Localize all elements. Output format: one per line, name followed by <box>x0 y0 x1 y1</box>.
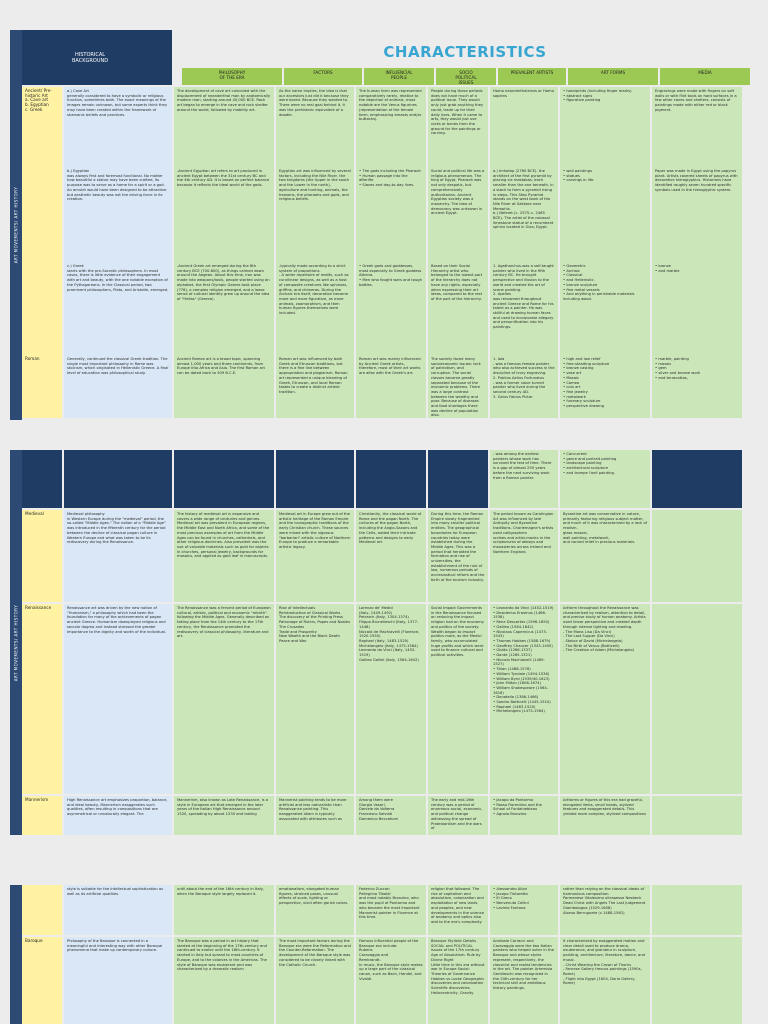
background-cell: Renaissance art was driven by the new notion of "Humanism," a philosophy which had been the foundation for many of the achievements of pagan ancient Greece. Humanism downplayed religious and secular dogma and instead stressed the greater importance to the dignity and worth of the individual. <box>64 604 172 794</box>
people-cell: • Greek gods and goddesses, most especially to Greek goddess Athena. • Men who fought wars and tough battles. <box>356 262 426 355</box>
philosophy-cell: The Renaissance was a fervent period of European cultural, artistic, political and economic "rebirth" following the Middle Ages. Generally described as taking place from the 14th century to the 17th century, the Renaissance promoted the rediscovery of classical philosophy, literature and art. <box>174 604 274 794</box>
artists-cell: The period known as Carolingian Art was influenced by late Antiquity and Byzantine traditions. Charlemagne's artists used calligraphers scribes and artist-monks in the scriptoriums of abbeys and monasteries across Ireland and Northern England. <box>490 510 558 602</box>
issues-cell: The early and mid-16th century was a period of enormous social, economic, and political change witnessing the spread of Protestantism and the wars of <box>428 796 488 835</box>
art-forms-cell: rather than relying on the classical ideals of harmonious composition. Parmenese Vitalesimo ultrapesse Nesbeck Dead Christ with Angels The Last Judgement Giambologna (1529-1608) Alonso Berruguete (c.1488-1561) <box>560 885 650 935</box>
artists-cell: 1. Agatharchus-was a self-taught painter who lived in the fifth century BC. He brought perspective and illusion to the world and created the art of scene painting. 2. Apelles was renowned throughout ancient Greece and Rome for his talent as a painter. He was skillful at drawing human faces and used to incorporate allegory and personification into his paintings. <box>490 262 558 355</box>
col-header-media: MEDIA <box>660 68 750 85</box>
historical-background-header <box>22 30 172 85</box>
column-headers <box>182 68 758 85</box>
period-cell <box>22 262 62 355</box>
col-header-philosophy: PHILOSOPHY OF THE ERA <box>182 68 282 85</box>
people-cell <box>356 450 426 508</box>
artists-cell: 1. Iaia - was a famous female painter who also achieved success in the discipline of ivory engraving. 2. Publius Aelius Fortunatus - was a former slave turned painter who lived during the second century AD. 3. Gaius Fabius Pictor <box>490 355 558 418</box>
art-forms-cell: Artform throughout the Renaissance was characterized by realism, attention to detail, and precise study of human anatomy. Artists used linear perspective and created depth through intense lighting and shading. - The Mona Lisa (Da Vinci) - The Last Supper (Da Vinci) - Statue of David (Michelangelo) - The Birth of Venus (Botticelli) - The Creation of Adam (Michelangelo) <box>560 604 650 794</box>
side-label: ART MOVEMENTS/ ART HISTORY <box>13 604 19 681</box>
table-row <box>22 262 758 355</box>
table-block-1 <box>22 87 758 418</box>
art-forms-cell: • handprints (including finger marks) • abstract signs • figurative painting <box>560 87 650 167</box>
issues-cell: Social Impact Governments in the Renaissance focused on reducing the impact religion had on the economy and politics of the society. Wealth began to impact politics more, as the Medici family, who accumulated huge profits and which were used to finance cultural and political activities. <box>428 604 488 794</box>
media-cell <box>652 604 742 794</box>
philosophy-cell: Ancient Roman art is a broad topic, spanning almost 1,000 years and three continents, from Europe into Africa and Asia. The first Roman art can be dated back to 509 B.C.E. <box>174 355 274 418</box>
background-cell: Generally, continued the classical Greek tradition. The single most important philosophy in Rome was stoicism, which originated in Hellenistic Greece. A final level of education was philosophical study. <box>64 355 172 418</box>
people-cell: Christianity, the classical world of Rome and the pagan North. The cultures of the pagan North, including the Anglo-Saxons and the Celts, added their intricate patterns and designs to early Medieval art. <box>356 510 426 602</box>
background-cell: High Renaissance art emphasizes proportion, balance, and ideal beauty, Mannerism exaggerates such qualities, often resulting in compositions that are asymmetrical or unnaturally elegant. The <box>64 796 172 835</box>
media-cell <box>652 885 742 935</box>
table-row <box>22 510 758 602</box>
artists-cell: • Leonardo da Vinci (1452-1519) • Desiderius Erasmus (1466-1536) • Rene Descartes (1596-1650) • Galileo (1564-1642) • Nicolaus Copernicus (1473-1543) • Thomas Hobbes (1588-1679) • Geoffrey Chaucer (1343-1400) • Giotto (1266-1337) • Dante (1265-1321) • Niccolo Machiavelli (1469-1527) • Titian (1488-1576) • William Tyndale (1494-1536) • William Byrd (1539/40-1623) • John Milton (1608-1674) • William Shakespeare (1564-1616) • Donatello (1386-1466) • Sandro Botticelli (1445-1510) • Raphael (1483-1520) • Michelangelo (1475-1564) <box>490 604 558 794</box>
table-row <box>22 355 758 418</box>
col-header-issues: SOCIO POLITICAL ISSUES <box>436 68 496 85</box>
col-header-artists: PREVALENT ARTISTS <box>498 68 566 85</box>
issues-cell: During this time, the Roman Empire slowly fragmented into many smaller political entities. The geographical boundaries for European countries today were established during the Middle Ages. This was a period that heralded the formation and rise of universities, the establishment of the rule of law, numerous periods of ecclesiastical reform and the birth of the tourism industry. <box>428 510 488 602</box>
media-cell: Paper was made in Egypt using the papyrus plant. Artists covered sheets of papyrus with decorative hieroglyphics. Historians have identified roughly seven hundred specific symbols used in the hieroglyphic system. <box>652 167 742 262</box>
philosophy-cell: -Ancient Greek art emerged during the 8th century BCE (700-800), as things calmed down around the Aegean. About this time, iron was made into weapons/tools, people started using an alphabet, the first Olympic Games took place (776), a complex religion emerged, and a loose sense of cultural identity grew up around the idea of "Hellas" (Greece). <box>174 262 274 355</box>
media-cell: Engravings were made with fingers on soft walls or with flint tools on hard surfaces in a few other caves and shelters. consists of paintings made with either red or black pigment. <box>652 87 742 167</box>
issues-cell <box>428 450 488 508</box>
table-row <box>22 604 758 794</box>
people-cell: Lorenzo de' Medici (Italy, 1449-1492) Petrarch (Italy, 1304-1374) Filippo Brunelleschi (Italy, 1377-1446) Niccolò de Machiavelli (Florence, 1520-1550) Raphael (Italy, 1483-1520) Michelangelo (Italy, 1475-1564) Leonardo da Vinci (Italy, 1452-1519) Galileo Galilei (Italy, 1564-1642) <box>356 604 426 794</box>
side-label-strip <box>10 450 22 835</box>
people-cell: Roman art was mainly influenced by Ancient Greek artists, therefore, most of their art works are alike with the Greek's art. <box>356 355 426 418</box>
period-cell: Baroque <box>22 937 62 1024</box>
philosophy-cell: The Baroque was a period in art history that started at the beginning of the 17th-century and continued to evolve until the 18th-century. It started in Italy but spread to most countries of Europe, and to the colonies in the Americas. The style of Baroque was exuberant and was characterized by a dramatic realism <box>174 937 274 1024</box>
chart-page-3 <box>10 885 758 1024</box>
period-cell: Mannerism <box>22 796 62 835</box>
period-cell: Ancient/ Pre-historic Art a. Cave art b. Egyptian c. Greek <box>22 87 62 167</box>
chart-page-1 <box>10 30 758 420</box>
table-row <box>22 796 758 835</box>
people-cell: Famous influential people of the Baroque era include: Rubens Caravaggio and Rembrandt. In music, the Baroque style makes up a large part of the classical canon, such as Bach, Handel, and Vivaldi. <box>356 937 426 1024</box>
art-forms-cell: Artforms or figures of this era had graceful, elongated limbs, small heads, stylized features and exaggerated details. This yielded more complex, stylized compositions <box>560 796 650 835</box>
media-cell <box>652 510 742 602</box>
media-cell: • marble, painting • mosaic • gem • silver and bronze work • and terracottas, <box>652 355 742 418</box>
chart-page-2 <box>10 450 758 835</box>
art-forms-cell: • wall paintings • statues • carvings in life. <box>560 167 650 262</box>
background-cell: Philosophy of the Baroque is connected in a meaningful and interesting way with other Baroque phenomena that make up contemporary culture. <box>64 937 172 1024</box>
col-header-factors: FACTORS <box>284 68 362 85</box>
factors-cell: As the name implies, the idea is that our ancestors just did it because they were bored. Because they wanted to. There were no real goal behind it, it was the prehistoric equivalent of a doodle. <box>276 87 354 167</box>
page-title: CHARACTERISTICS <box>383 43 547 61</box>
issues-cell: Social and political life was a religious phenomenon. The king of Egypt, Pharaoh was not only despotic, but comprehensively authoritarian. Ancient Egyptian society was a monarchy. The idea of democracy was unknown in ancient Egypt. <box>428 167 488 262</box>
issues-cell: Baroque Stylistic Details SOCIAL and POLITICAL issues of the 17th century Age of Absolutism: Rule by Divine Right Little time in this era without war in Europe Social: Theories of Governance Hobbes vs Locke Geographic discoveries and colonization Scientific discoveries Heliocentricity, Gravity <box>428 937 488 1024</box>
background-cell: b.) Egyptian was always first and foremost functional. No matter how beautiful a statue may have been crafted, its purpose was to serve as a home for a spirit or a god. An amulet would have been designed to be attractive but aesthetic beauty was not the driving force in its creation. <box>64 167 172 262</box>
period-cell <box>22 167 62 262</box>
side-label-strip <box>10 885 22 1024</box>
table-block-2 <box>22 450 758 835</box>
issues-cell: Based on their Social Hierarchy artist who belonged to the lowest part of the hierarchy does not have any rights, especially when expressing their art ideas, compared to the rest of the part of the hierarchy. <box>428 262 488 355</box>
period-cell: Medieval <box>22 510 62 602</box>
people-cell: Federico Zuccari Pellegrino Tibaldi and most notably Bronzino, who was the pupil of Pontormo and who became the most important Mannerist painter in Florence at this time. <box>356 885 426 935</box>
artists-cell: a.) Imhotep (2780 BCE)- the architect of the first pyramid by placing six mastabas, each smaller than the one beneath, in a stack to form a pyramid rising in steps. This Step Pyramid stands on the west bank of the Nile River at Sakkara near Memphis. b.) Neferet (c. 2575–c. 2465 BCE)- The artist of the colossal limestone statue of a recumbent sphinx located in Giza, Egypt. <box>490 167 558 262</box>
table-row <box>22 450 758 508</box>
table-row <box>22 885 758 935</box>
media-cell: • bronze • and marble <box>652 262 742 355</box>
issues-cell: The society faced many socioeconomic issues: lack of patriotism, and corruption. The social classes became greatly separated because of the economic problems. There was a large contrast between the wealthy and poor. Because of diseases and food shortages there was decline of population also. <box>428 355 488 418</box>
corner-label: HISTORICAL BACKGROUND <box>72 52 109 64</box>
table-row <box>22 937 758 1024</box>
people-cell: • The gods including the Pharaoh • Human passage into the afterlife • Slaves and day-to-day lives. <box>356 167 426 262</box>
period-cell: Renaissance <box>22 604 62 794</box>
philosophy-cell: -Ancient Egyptian art refers to art produced in ancient Egypt between the 31st century BC and the 4th century AD. It is based on perfect balance because it reflects the ideal world of the gods. <box>174 167 274 262</box>
philosophy-cell: Mannerism, also known as Late Renaissance, is a style in European art that emerged in the later years of the Italian High Renaissance around 1520, spreading by about 1530 and lasting <box>174 796 274 835</box>
col-header-people: INFLUENCIAL PEOPLE <box>364 68 434 85</box>
art-forms-cell: Byzantine art was conservative in nature, primarily featuring religious subject matter, and much of it was characterized by a lack of realism. glass mosaic, wall painting, metalwork, and carved relief in precious materials. <box>560 510 650 602</box>
artists-cell: Annibale Carracci and Caravaggio were the two Italian painters who helped usher in the Baroque and whose styles represent, respectively, the classicist and realist tendencies in the art. The painter Artemisia Gentileschi was recognized in the 20th-century for her technical skill and ambitious history paintings. <box>490 937 558 1024</box>
people-cell: The human form was represented comparatively rarely, relative to the depiction of animals, most notable are the Venus figurines (representation of the female form, emphasizing breasts and/or buttocks). <box>356 87 426 167</box>
art-forms-cell: • Geometric • Archaic • Classical • and Hellenistic. • bronze sculpture • fine metal vessels • And anything in perishable materials including wood. <box>560 262 650 355</box>
philosophy-cell: The history of medieval art is expansive and covers a wide range of centuries and genres. Medieval art was prevalent in European regions, the Middle East and North Africa, and some of the most precious examples of art from the Middle Ages can be found in churches, cathedrals, and other religious doctrines. Also prevalent was the use of valuable materials such as gold for objects in churches, personal jewelry, backgrounds for mosaics, and applied as gold leaf in manuscripts. <box>174 510 274 602</box>
background-cell: c.) Greek starts with the pre-Socratic philosophers. In most cases, there is little evidence of their engagement with art and beauty, with the one notable exception of the Pythagoreans. In the Classical period, two prominent philosophers, Plato, and Aristotle, emerged. <box>64 262 172 355</box>
background-cell: Medieval philosophy in Western Europe during the "medieval" period, the so-called "Middle Ages." The notion of a "Middle Age" was introduced in the fifteenth century for the period between the decline of classical pagan culture in Western Europe and what was taken to be its rediscovery during the Renaissance. <box>64 510 172 602</box>
artists-cell: - was among the earliest painters whose work has survived the test of time. There is a gap of almost 250 years before the next surviving work from a Roman painter. <box>490 450 558 508</box>
period-cell <box>22 885 62 935</box>
background-cell: style is suitable for the intellectual sophistication as well as its artificial qualities. <box>64 885 172 935</box>
background-cell: a.) Cave Art generally considered to have a symbolic or religious function, sometimes both. The exact meanings of the images remain unknown, but some experts think they may have been created within the framework of shamanic beliefs and practices. <box>64 87 172 167</box>
factors-cell: The most important factors during the Baroque era were the Reformation and the Counter-Reformation. The development of the Baroque style was considered to be closely linked with the Catholic Church. <box>276 937 354 1024</box>
artists-cell: • Jacopo da Pontormo • Rosso Fiorentino and the School of Fontainebleau • Agnolo Bronzino <box>490 796 558 835</box>
philosophy-cell: The development of cave art coincided with the displacement of neanderthal man by anatomically modern man, starting around 40,000 BCE. Rock art began to emerge in the cave and rock shelter around the world, followed by mobility art. <box>174 87 274 167</box>
art-forms-cell: It characterized by exaggerated motion and clear detail used to produce drama, exuberance, and grandeur in sculpture, painting, architecture, literature, dance, and music. - Christ Wearing the Crown of Thorns - Farnese Gallery frescos paintings (1590s, Rome) - Flight into Egypt (1604, Doria Gallery, Rome) <box>560 937 650 1024</box>
factors-cell: Roman art was influenced by both Greek and Etruscan traditions, but there is a fine line between appropriation and plagiarism. Roman art represented a unique blending of Greek, Etruscan, and local Roman tastes to create a distinct artistic tradition. <box>276 355 354 418</box>
media-cell <box>652 796 742 835</box>
side-label-strip <box>10 30 22 420</box>
factors-cell: Medieval art in Europe grew out of the artistic heritage of the Roman Empire and the iconographic traditions of the early Christian church. These sources were mixed with the vigorous "barbarian" artistic culture of Northern Europe to produce a remarkable artistic legacy. <box>276 510 354 602</box>
col-header-art-forms: ART FORMS <box>568 68 658 85</box>
background-cell <box>64 450 172 508</box>
media-cell <box>652 937 742 1024</box>
issues-cell: religion that followed. The rise of capitalism and absolutism, colonization and exploitation of new lands and peoples, and new developments in the science of anatomy and optics also add to the era's complexity. <box>428 885 488 935</box>
factors-cell: emotionalism, elongated human figures, strained poses, unusual effects of scale, lighting or perspective, vivid often garish colors. <box>276 885 354 935</box>
media-cell <box>652 450 742 508</box>
factors-cell <box>276 450 354 508</box>
period-cell <box>22 450 62 508</box>
artists-cell: • Alessandro Allori • Jacopo Tintoretto • El Greco • Benvenuto Cellini • Lavinia Fontana <box>490 885 558 935</box>
factors-cell: Mannerist painting tends to be more artificial and less naturalistic than Renaissance painting. This exaggerated idiom is typically associated with attributes such as <box>276 796 354 835</box>
factors-cell: -typically made according to a strict system of proportions. - A wider repertoire of motifs, such as curvilinear designs, as well as a host of composite creatures like sphinxes, griffins, and chimeras. During the Archaic era itself, decoration became more and more figurative, as more animals, zoomorphism, and then human figures themselves were included. <box>276 262 354 355</box>
side-label: ART MOVEMENTS/ ART HISTORY <box>13 186 19 264</box>
period-cell: Roman <box>22 355 62 418</box>
artists-cell: Homo neanderthalensis or Homo sapiens <box>490 87 558 167</box>
factors-cell: Rise of Intellectuals Reintroduction of Classical Works The discovery of the Printing Press Patronage of Rulers, Popes and Nobles The Crusades Trade and Prosperity New Wealth and the Black Death Peace and War <box>276 604 354 794</box>
philosophy-cell: until about the end of the 16th century in Italy, when the Baroque style largely replaced it. <box>174 885 274 935</box>
factors-cell: Egyptian art was influenced by several factors, including the Nile River, the two kingdoms (the Upper in the south and the Lower in the north), agriculture and hunting, animals, the heavens, the pharaohs and gods, and religious beliefs. <box>276 167 354 262</box>
art-forms-cell: • high and low relief • free-standing sculpture • bronze casting • vase art • Mosaic • Cameo • coin art • fine jewelry • metalwork • funerary sculpture • perspective drawing <box>560 355 650 418</box>
people-cell: Among them were Giorgio Vasari, Daniele da Volterra Francesco Salviati Domenico Beccafumi <box>356 796 426 835</box>
issues-cell: People during those periods does not have much of a political issue. They would only just grab anything they could, trade up for their daily lives. When it came to arts, they would just use rocks or bones from the ground for the paintings or carving. <box>428 87 488 167</box>
art-forms-cell: • Concurrent • genre and portrait painting • landscape painting • architectural sculpture • and trompe l'oeil painting. <box>560 450 650 508</box>
table-row <box>22 167 758 262</box>
philosophy-cell <box>174 450 274 508</box>
table-row <box>22 87 758 167</box>
table-block-3 <box>22 885 758 1024</box>
